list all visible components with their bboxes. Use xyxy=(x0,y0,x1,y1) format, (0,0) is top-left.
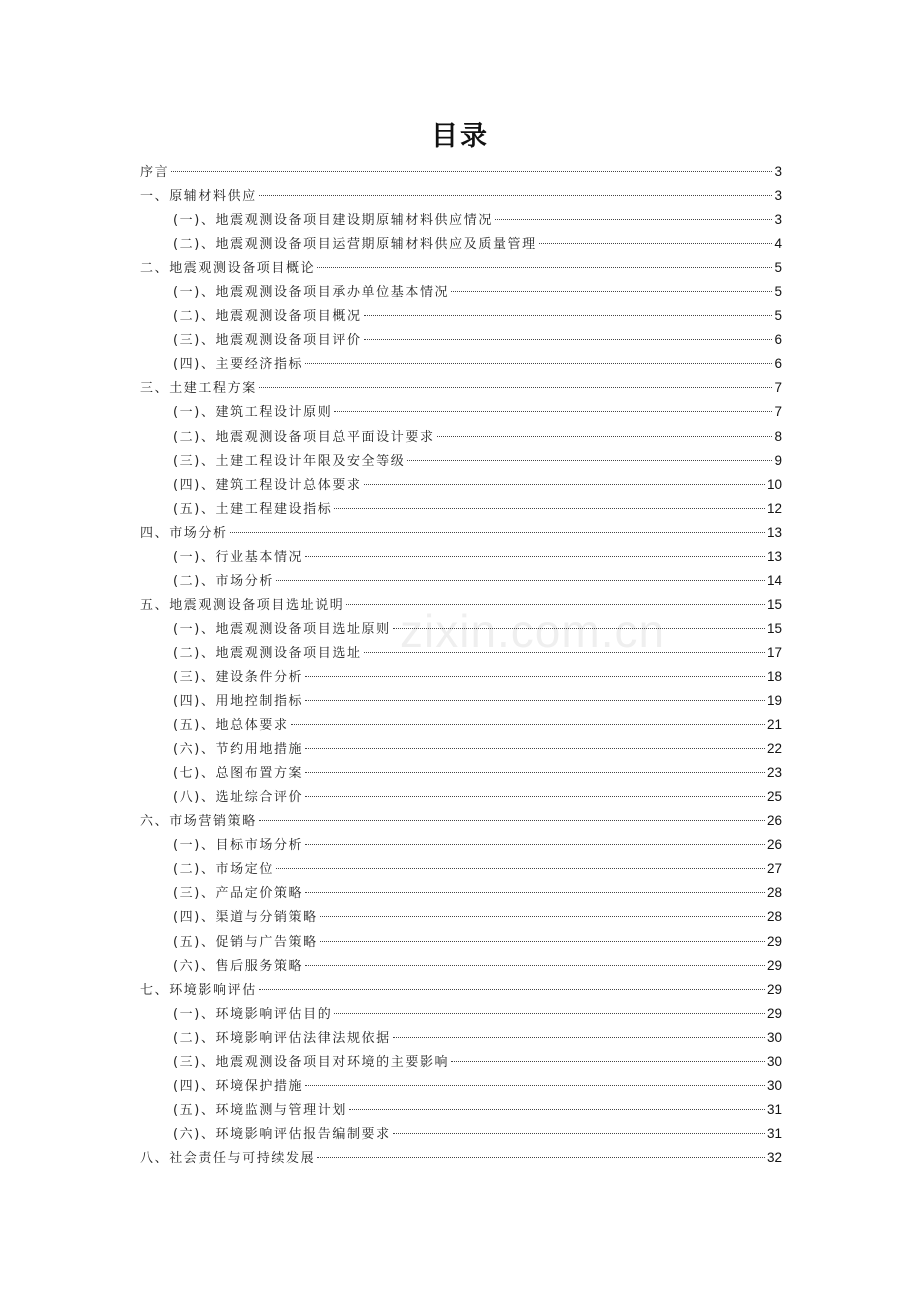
toc-dot-leader xyxy=(305,363,772,364)
toc-entry-title: (三)、产品定价策略 xyxy=(173,886,304,902)
toc-page-number: 31 xyxy=(766,1101,782,1117)
toc-section-entry[interactable] xyxy=(140,954,782,978)
toc-page-number: 5 xyxy=(774,284,782,300)
toc-section-entry[interactable] xyxy=(140,328,782,352)
toc-entry-title: (一)、地震观测设备项目承办单位基本情况 xyxy=(173,285,450,301)
toc-page-number: 18 xyxy=(766,668,782,684)
toc-dot-leader xyxy=(393,628,765,629)
toc-dot-leader xyxy=(349,1109,765,1110)
toc-entry-title: (七)、总图布置方案 xyxy=(173,766,304,782)
toc-dot-leader xyxy=(259,195,773,196)
toc-dot-leader xyxy=(317,1157,765,1158)
toc-section-entry[interactable] xyxy=(140,857,782,881)
toc-dot-leader xyxy=(437,436,773,437)
toc-dot-leader xyxy=(317,267,772,268)
toc-dot-leader xyxy=(291,724,765,725)
toc-page-number: 12 xyxy=(766,500,782,516)
toc-dot-leader xyxy=(305,556,765,557)
toc-section-entry[interactable] xyxy=(140,473,782,497)
toc-dot-leader xyxy=(393,1133,765,1134)
toc-page-number: 30 xyxy=(766,1053,782,1069)
toc-dot-leader xyxy=(259,387,773,388)
toc-page-number: 19 xyxy=(766,693,782,709)
toc-page-number: 30 xyxy=(766,1029,782,1045)
toc-section-entry[interactable] xyxy=(140,1026,782,1050)
toc-page-number: 30 xyxy=(766,1077,782,1093)
toc-page-number: 3 xyxy=(774,188,782,204)
toc-chapter-entry[interactable] xyxy=(140,521,782,545)
toc-entry-title: (二)、地震观测设备项目选址 xyxy=(173,645,362,661)
toc-dot-leader xyxy=(451,291,772,292)
toc-dot-leader xyxy=(305,796,765,797)
toc-dot-leader xyxy=(305,844,765,845)
toc-page-number: 6 xyxy=(774,356,782,372)
toc-section-entry[interactable] xyxy=(140,881,782,905)
toc-page-number: 15 xyxy=(766,596,782,612)
toc-dot-leader xyxy=(305,1085,765,1086)
toc-section-entry[interactable] xyxy=(140,280,782,304)
toc-dot-leader xyxy=(171,171,772,172)
toc-section-entry[interactable] xyxy=(140,208,782,232)
toc-entry-title: 一、原辅材料供应 xyxy=(140,189,257,205)
toc-page-number: 8 xyxy=(774,428,782,444)
toc-entry-title: 六、市场营销策略 xyxy=(140,814,257,830)
toc-entry-title: (一)、建筑工程设计原则 xyxy=(173,405,333,421)
toc-dot-leader xyxy=(451,1061,765,1062)
toc-entry-title: (三)、土建工程设计年限及安全等级 xyxy=(173,453,406,469)
toc-page-number: 7 xyxy=(774,404,782,420)
toc-entry-title: (四)、建筑工程设计总体要求 xyxy=(173,477,362,493)
toc-chapter-entry[interactable] xyxy=(140,593,782,617)
toc-page-number: 10 xyxy=(766,476,782,492)
toc-entry-title: (二)、地震观测设备项目概况 xyxy=(173,309,362,325)
toc-page-number: 5 xyxy=(774,308,782,324)
toc-entry-title: (四)、渠道与分销策略 xyxy=(173,910,318,926)
toc-entry-title: (四)、主要经济指标 xyxy=(173,357,304,373)
toc-section-entry[interactable] xyxy=(140,1002,782,1026)
toc-dot-leader xyxy=(407,460,772,461)
toc-dot-leader xyxy=(334,508,765,509)
toc-page-number: 25 xyxy=(766,789,782,805)
toc-entry-title: (一)、环境影响评估目的 xyxy=(173,1006,333,1022)
toc-entry-title: 七、环境影响评估 xyxy=(140,982,257,998)
toc-page-number: 21 xyxy=(766,717,782,733)
toc-entry-title: 四、市场分析 xyxy=(140,525,228,541)
toc-dot-leader xyxy=(364,315,773,316)
toc-entry-title: 二、地震观测设备项目概论 xyxy=(140,261,316,277)
toc-dot-leader xyxy=(495,219,773,220)
toc-page-number: 27 xyxy=(766,861,782,877)
toc-entry-title: 八、社会责任与可持续发展 xyxy=(140,1150,316,1166)
toc-entry-title: (四)、环境保护措施 xyxy=(173,1078,304,1094)
toc-page-number: 26 xyxy=(766,837,782,853)
toc-chapter-entry[interactable] xyxy=(140,184,782,208)
toc-page-number: 7 xyxy=(774,380,782,396)
page-title: 目录 xyxy=(431,121,489,152)
toc-page-number: 28 xyxy=(766,909,782,925)
toc-page-number: 23 xyxy=(766,765,782,781)
toc-section-entry[interactable] xyxy=(140,449,782,473)
toc-section-entry[interactable] xyxy=(140,641,782,665)
toc-section-entry[interactable] xyxy=(140,1098,782,1122)
toc-dot-leader xyxy=(259,989,765,990)
toc-section-entry[interactable] xyxy=(140,905,782,929)
toc-section-entry[interactable] xyxy=(140,400,782,424)
toc-section-entry[interactable] xyxy=(140,232,782,256)
toc-section-entry[interactable] xyxy=(140,1074,782,1098)
toc-page-number: 5 xyxy=(774,260,782,276)
toc-page-number: 22 xyxy=(766,741,782,757)
toc-entry-title: (二)、地震观测设备项目运营期原辅材料供应及质量管理 xyxy=(173,237,537,253)
toc-entry-title: (一)、行业基本情况 xyxy=(173,549,304,565)
toc-chapter-entry[interactable] xyxy=(140,978,782,1002)
toc-dot-leader xyxy=(230,532,765,533)
toc-entry-title: (五)、促销与广告策略 xyxy=(173,934,318,950)
toc-dot-leader xyxy=(305,892,765,893)
toc-dot-leader xyxy=(334,1013,765,1014)
toc-dot-leader xyxy=(305,676,765,677)
toc-page-number: 29 xyxy=(766,957,782,973)
toc-dot-leader xyxy=(305,965,765,966)
toc-section-entry[interactable] xyxy=(140,304,782,328)
toc-dot-leader xyxy=(305,748,765,749)
toc-section-entry[interactable] xyxy=(140,497,782,521)
toc-page-number: 6 xyxy=(774,332,782,348)
toc-dot-leader xyxy=(334,411,772,412)
toc-page-number: 32 xyxy=(766,1149,782,1165)
toc-entry-title: (二)、地震观测设备项目总平面设计要求 xyxy=(173,429,435,445)
toc-section-entry[interactable] xyxy=(140,352,782,376)
toc-entry-title: (二)、市场分析 xyxy=(173,573,274,589)
toc-entry-title: (一)、地震观测设备项目建设期原辅材料供应情况 xyxy=(173,213,493,229)
toc-dot-leader xyxy=(346,604,765,605)
toc-section-entry[interactable] xyxy=(140,425,782,449)
toc-dot-leader xyxy=(364,652,765,653)
toc-dot-leader xyxy=(364,484,765,485)
toc-section-entry[interactable] xyxy=(140,833,782,857)
toc-entry-title: (一)、目标市场分析 xyxy=(173,838,304,854)
toc-entry-title: (六)、节约用地措施 xyxy=(173,742,304,758)
toc-section-entry[interactable] xyxy=(140,785,782,809)
toc-section-entry[interactable] xyxy=(140,930,782,954)
toc-entry-title: 序言 xyxy=(140,165,170,180)
toc-page-number: 13 xyxy=(766,524,782,540)
toc-dot-leader xyxy=(305,772,765,773)
toc-entry-title: (六)、售后服务策略 xyxy=(173,958,304,974)
toc-chapter-entry[interactable] xyxy=(140,256,782,280)
toc-section-entry[interactable] xyxy=(140,665,782,689)
toc-entry-title: (一)、地震观测设备项目选址原则 xyxy=(173,621,391,637)
toc-entry-title: (五)、环境监测与管理计划 xyxy=(173,1102,347,1118)
toc-page-number: 15 xyxy=(766,620,782,636)
toc-chapter-entry[interactable] xyxy=(140,809,782,833)
toc-dot-leader xyxy=(393,1037,765,1038)
toc-entry-title: (五)、土建工程建设指标 xyxy=(173,501,333,517)
toc-dot-leader xyxy=(320,941,765,942)
toc-page-number: 3 xyxy=(774,212,782,228)
toc-entry-title: 三、土建工程方案 xyxy=(140,381,257,397)
toc-entry-title: 五、地震观测设备项目选址说明 xyxy=(140,597,345,613)
toc-page-number: 29 xyxy=(766,981,782,997)
toc-page-number: 29 xyxy=(766,1005,782,1021)
toc-entry-title: (三)、建设条件分析 xyxy=(173,669,304,685)
toc-chapter-entry[interactable] xyxy=(140,160,782,184)
toc-entry-title: (八)、选址综合评价 xyxy=(173,790,304,806)
toc-dot-leader xyxy=(259,820,765,821)
toc-section-entry[interactable] xyxy=(140,545,782,569)
toc-entry-title: (三)、地震观测设备项目对环境的主要影响 xyxy=(173,1054,450,1070)
toc-entry-title: (二)、市场定位 xyxy=(173,862,274,878)
toc-section-entry[interactable] xyxy=(140,617,782,641)
toc-dot-leader xyxy=(320,916,765,917)
toc-dot-leader xyxy=(539,243,773,244)
toc-section-entry[interactable] xyxy=(140,569,782,593)
toc-dot-leader xyxy=(276,580,765,581)
watermark: zixin.com.cn xyxy=(400,605,666,657)
toc-section-entry[interactable] xyxy=(140,713,782,737)
toc-dot-leader xyxy=(364,339,773,340)
table-of-contents xyxy=(140,160,782,1170)
toc-page-number: 26 xyxy=(766,813,782,829)
toc-dot-leader xyxy=(305,700,765,701)
toc-page-number: 9 xyxy=(774,452,782,468)
toc-dot-leader xyxy=(276,868,765,869)
toc-section-entry[interactable] xyxy=(140,1122,782,1146)
toc-section-entry[interactable] xyxy=(140,761,782,785)
toc-page-number: 28 xyxy=(766,885,782,901)
toc-section-entry[interactable] xyxy=(140,1050,782,1074)
toc-section-entry[interactable] xyxy=(140,737,782,761)
toc-chapter-entry[interactable] xyxy=(140,1146,782,1170)
toc-page-number: 13 xyxy=(766,548,782,564)
toc-page-number: 4 xyxy=(774,236,782,252)
toc-entry-title: (四)、用地控制指标 xyxy=(173,694,304,710)
toc-page-number: 17 xyxy=(766,644,782,660)
toc-entry-title: (六)、环境影响评估报告编制要求 xyxy=(173,1126,391,1142)
toc-page-number: 29 xyxy=(766,933,782,949)
toc-section-entry[interactable] xyxy=(140,689,782,713)
toc-entry-title: (三)、地震观测设备项目评价 xyxy=(173,333,362,349)
toc-chapter-entry[interactable] xyxy=(140,376,782,400)
toc-entry-title: (二)、环境影响评估法律法规依据 xyxy=(173,1030,391,1046)
toc-page-number: 14 xyxy=(766,572,782,588)
toc-entry-title: (五)、地总体要求 xyxy=(173,718,289,734)
toc-page-number: 3 xyxy=(774,164,782,179)
toc-page-number: 31 xyxy=(766,1125,782,1141)
